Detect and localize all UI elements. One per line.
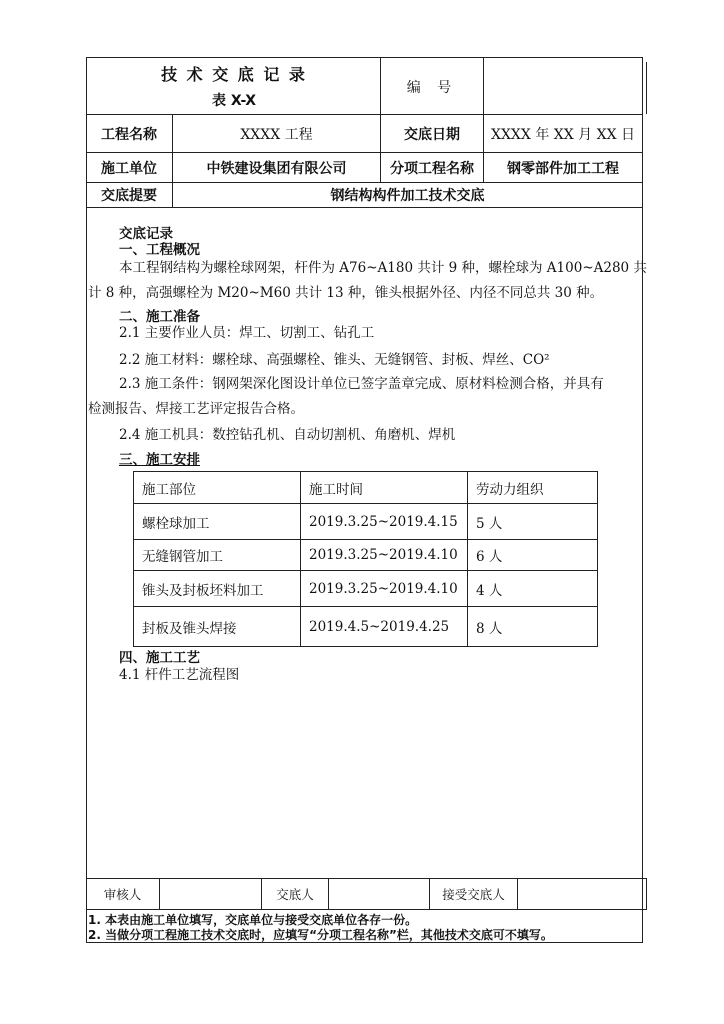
record-heading: 交底记录 (119, 226, 173, 242)
section-4-item-1: 4.1 杆件工艺流程图 (119, 667, 240, 683)
summary-label: 交底提要 (101, 188, 157, 204)
number-label: 编 号 (406, 80, 458, 96)
table-cell: 无缝钢管加工 (134, 540, 301, 571)
section-2-item-2: 2.2 施工材料：螺栓球、高强螺栓、锥头、无缝钢管、封板、焊丝、CO² (119, 352, 550, 368)
section-1-line-2: 计 8 种，高强螺栓为 M20~M60 共计 13 种，锥头根据外径、内径不同总共 30 种。 (88, 285, 604, 301)
unit-label: 施工单位 (101, 160, 157, 177)
table-cell: 锥头及封板坯料加工 (134, 571, 301, 607)
receiver-label: 接受交底人 (442, 887, 505, 902)
table-cell: 封板及锥头焊接 (134, 607, 301, 647)
date-value[interactable]: XXXX 年 XX 月 XX 日 (491, 126, 635, 143)
table-header-cell: 施工部位 (134, 472, 301, 504)
unit-value[interactable]: 中铁建设集团有限公司 (206, 160, 347, 177)
form-number: 表 X-X (212, 93, 256, 109)
table-cell: 螺栓球加工 (134, 504, 301, 540)
table-row (134, 504, 598, 540)
sub-project-label: 分项工程名称 (390, 160, 474, 177)
project-name-label: 工程名称 (101, 126, 157, 143)
table-cell: 6 人 (468, 540, 598, 571)
date-label: 交底日期 (404, 126, 460, 143)
table-cell: 5 人 (468, 504, 598, 540)
receiver-signature[interactable] (518, 879, 644, 909)
project-name-value[interactable]: XXXX 工程 (240, 126, 313, 143)
note-2: 2. 当做分项工程施工技术交底时，应填写“分项工程名称”栏，其他技术交底可不填写。 (88, 928, 553, 942)
section-2-title: 二、施工准备 (119, 309, 200, 325)
section-2-item-3-line-2: 检测报告、焊接工艺评定报告合格。 (88, 401, 304, 417)
section-2-item-4: 2.4 施工机具：数控钻孔机、自动切割机、角磨机、焊机 (119, 427, 456, 443)
table-row (134, 540, 598, 571)
section-3-title: 三、施工安排 (119, 452, 200, 468)
presenter-label: 交底人 (276, 887, 314, 902)
schedule-table (133, 471, 598, 647)
section-4-title: 四、施工工艺 (119, 650, 200, 666)
frame-right-edge (646, 62, 647, 114)
divider (86, 909, 646, 910)
divider (86, 207, 643, 208)
table-row (134, 571, 598, 607)
sub-project-value[interactable]: 钢零部件加工工程 (507, 160, 619, 177)
presenter-signature[interactable] (329, 879, 429, 909)
table-cell: 2019.3.25~2019.4.10 (301, 571, 468, 607)
number-value[interactable] (484, 60, 642, 114)
table-cell: 2019.3.25~2019.4.10 (301, 540, 468, 571)
table-cell: 8 人 (468, 607, 598, 647)
section-1-title: 一、工程概况 (119, 242, 200, 258)
table-header-cell: 施工时间 (301, 472, 468, 504)
frame-right-edge (646, 878, 647, 910)
table-cell: 2019.3.25~2019.4.15 (301, 504, 468, 540)
section-2-item-3-line-1: 2.3 施工条件：钢网架深化图设计单位已签字盖章完成、原材料检测合格，并具有 (119, 376, 604, 392)
table-cell: 4 人 (468, 571, 598, 607)
table-row (134, 607, 598, 647)
section-1-line-1: 本工程钢结构为螺栓球网架，杆件为 A76~A180 共计 9 种，螺栓球为 A100~A280 共 (119, 260, 647, 276)
form-title: 技 术 交 底 记 录 (161, 64, 307, 84)
table-header-row (134, 472, 598, 504)
table-cell: 2019.4.5~2019.4.25 (301, 607, 468, 647)
reviewer-signature[interactable] (160, 879, 261, 909)
section-2-item-1: 2.1 主要作业人员：焊工、切割工、钻孔工 (119, 325, 375, 341)
summary-value[interactable]: 钢结构构件加工技术交底 (330, 188, 485, 204)
note-1: 1. 本表由施工单位填写，交底单位与接受交底单位各存一份。 (88, 913, 418, 927)
table-header-cell: 劳动力组织 (468, 472, 598, 504)
reviewer-label: 审核人 (103, 887, 142, 902)
